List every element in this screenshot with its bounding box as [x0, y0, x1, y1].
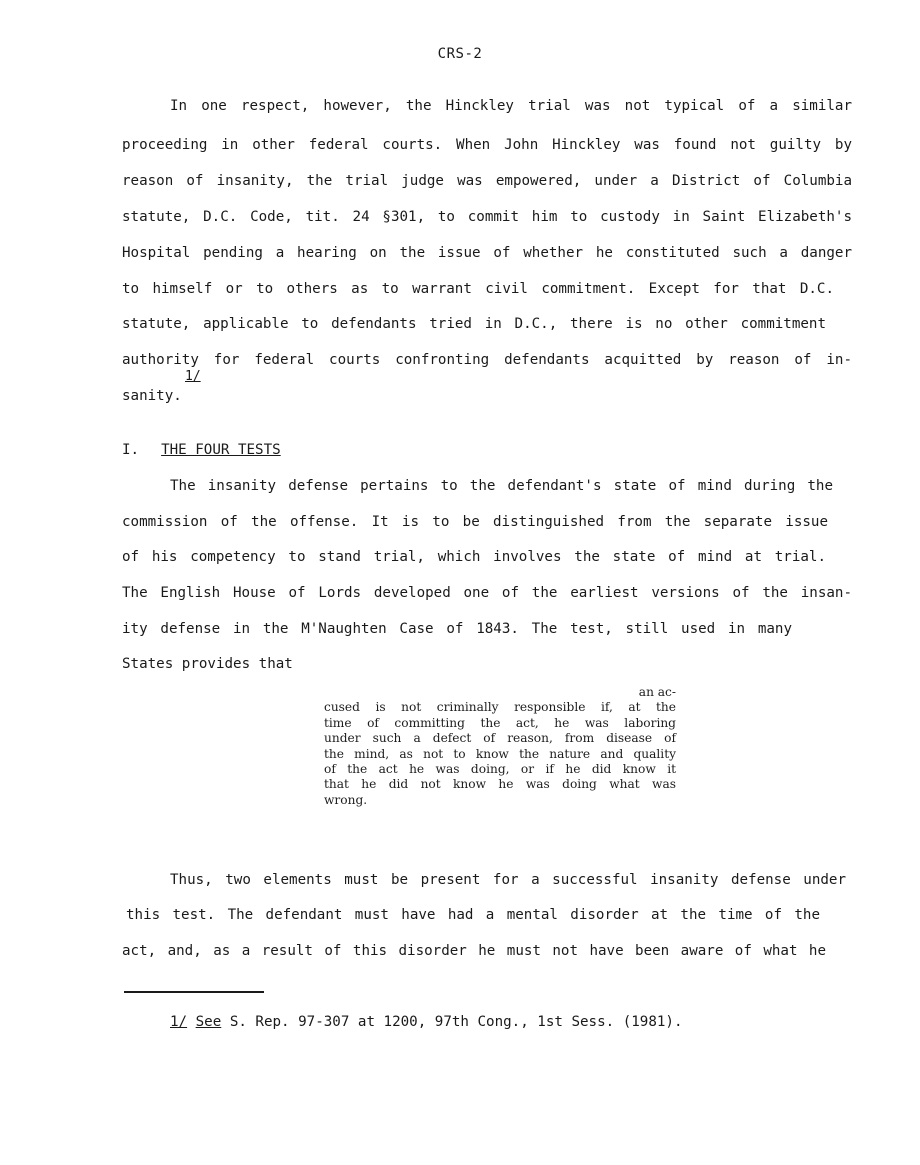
- text-line: statute, applicable to defendants tried in D.C., there is no other commitment: [122, 316, 826, 332]
- text-line: to himself or to others as to warrant civil commitment. Except for that D.C.: [122, 281, 834, 297]
- text-line: this test. The defendant must have had a mental disorder at the time of the: [126, 907, 820, 923]
- footnote: [170, 1014, 683, 1030]
- footnote-reference: 1/: [185, 369, 201, 384]
- text-line: The English House of Lords developed one of the earliest versions of the insan-: [122, 585, 852, 601]
- section-title: THE FOUR TESTS: [161, 442, 281, 458]
- section-number: I.: [122, 442, 140, 458]
- text-line: commission of the offense. It is to be distinguished from the separate issue: [122, 514, 828, 530]
- text-line: ity defense in the M'Naughten Case of 1843. The test, still used in many: [122, 621, 792, 637]
- text-line: In one respect, however, the Hinckley trial was not typical of a similar: [170, 98, 852, 114]
- text-line: States provides that: [122, 656, 293, 672]
- footnote-see: See: [195, 1014, 222, 1030]
- quote-line: time of committing the act, he was laboring: [324, 715, 676, 730]
- quote-line: wrong.: [324, 792, 368, 807]
- footnote-number: 1/: [170, 1014, 188, 1030]
- text-line: Thus, two elements must be present for a successful insanity defense under: [170, 872, 846, 888]
- text-line: of his competency to stand trial, which involves the state of mind at trial.: [122, 549, 826, 565]
- quote-line: of the act he was doing, or if he did know it: [324, 762, 676, 777]
- text-line: statute, D.C. Code, tit. 24 §301, to commit him to custody in Saint Elizabeth's: [122, 209, 852, 225]
- text-line: authority for federal courts confronting defendants acquitted by reason of in-: [122, 352, 852, 368]
- text-line: sanity.: [122, 388, 182, 404]
- text-line: reason of insanity, the trial judge was empowered, under a District of Columbia: [122, 173, 852, 189]
- text-line: The insanity defense pertains to the defendant's state of mind during the: [170, 478, 833, 494]
- section-heading: [122, 440, 852, 460]
- text-line: Hospital pending a hearing on the issue of whether he constituted such a danger: [122, 245, 852, 261]
- quote-line: the mind, as not to know the nature and quality: [324, 746, 676, 761]
- quote-line: an ac-: [638, 685, 676, 699]
- quote-line: under such a defect of reason, from disease of: [324, 731, 676, 746]
- footnote-text: S. Rep. 97-307 at 1200, 97th Cong., 1st Sess. (1981).: [229, 1014, 683, 1030]
- text-line: proceeding in other federal courts. When John Hinckley was found not guilty by: [122, 137, 852, 153]
- footnote-rule: [124, 991, 264, 993]
- text-line: act, and, as a result of this disorder he must not have been aware of what he: [122, 943, 826, 959]
- block-quote: [324, 685, 676, 808]
- quote-line: that he did not know he was doing what was: [324, 777, 676, 792]
- quote-line: cused is not criminally responsible if, at the: [324, 700, 676, 715]
- page-number: CRS-2: [437, 46, 483, 62]
